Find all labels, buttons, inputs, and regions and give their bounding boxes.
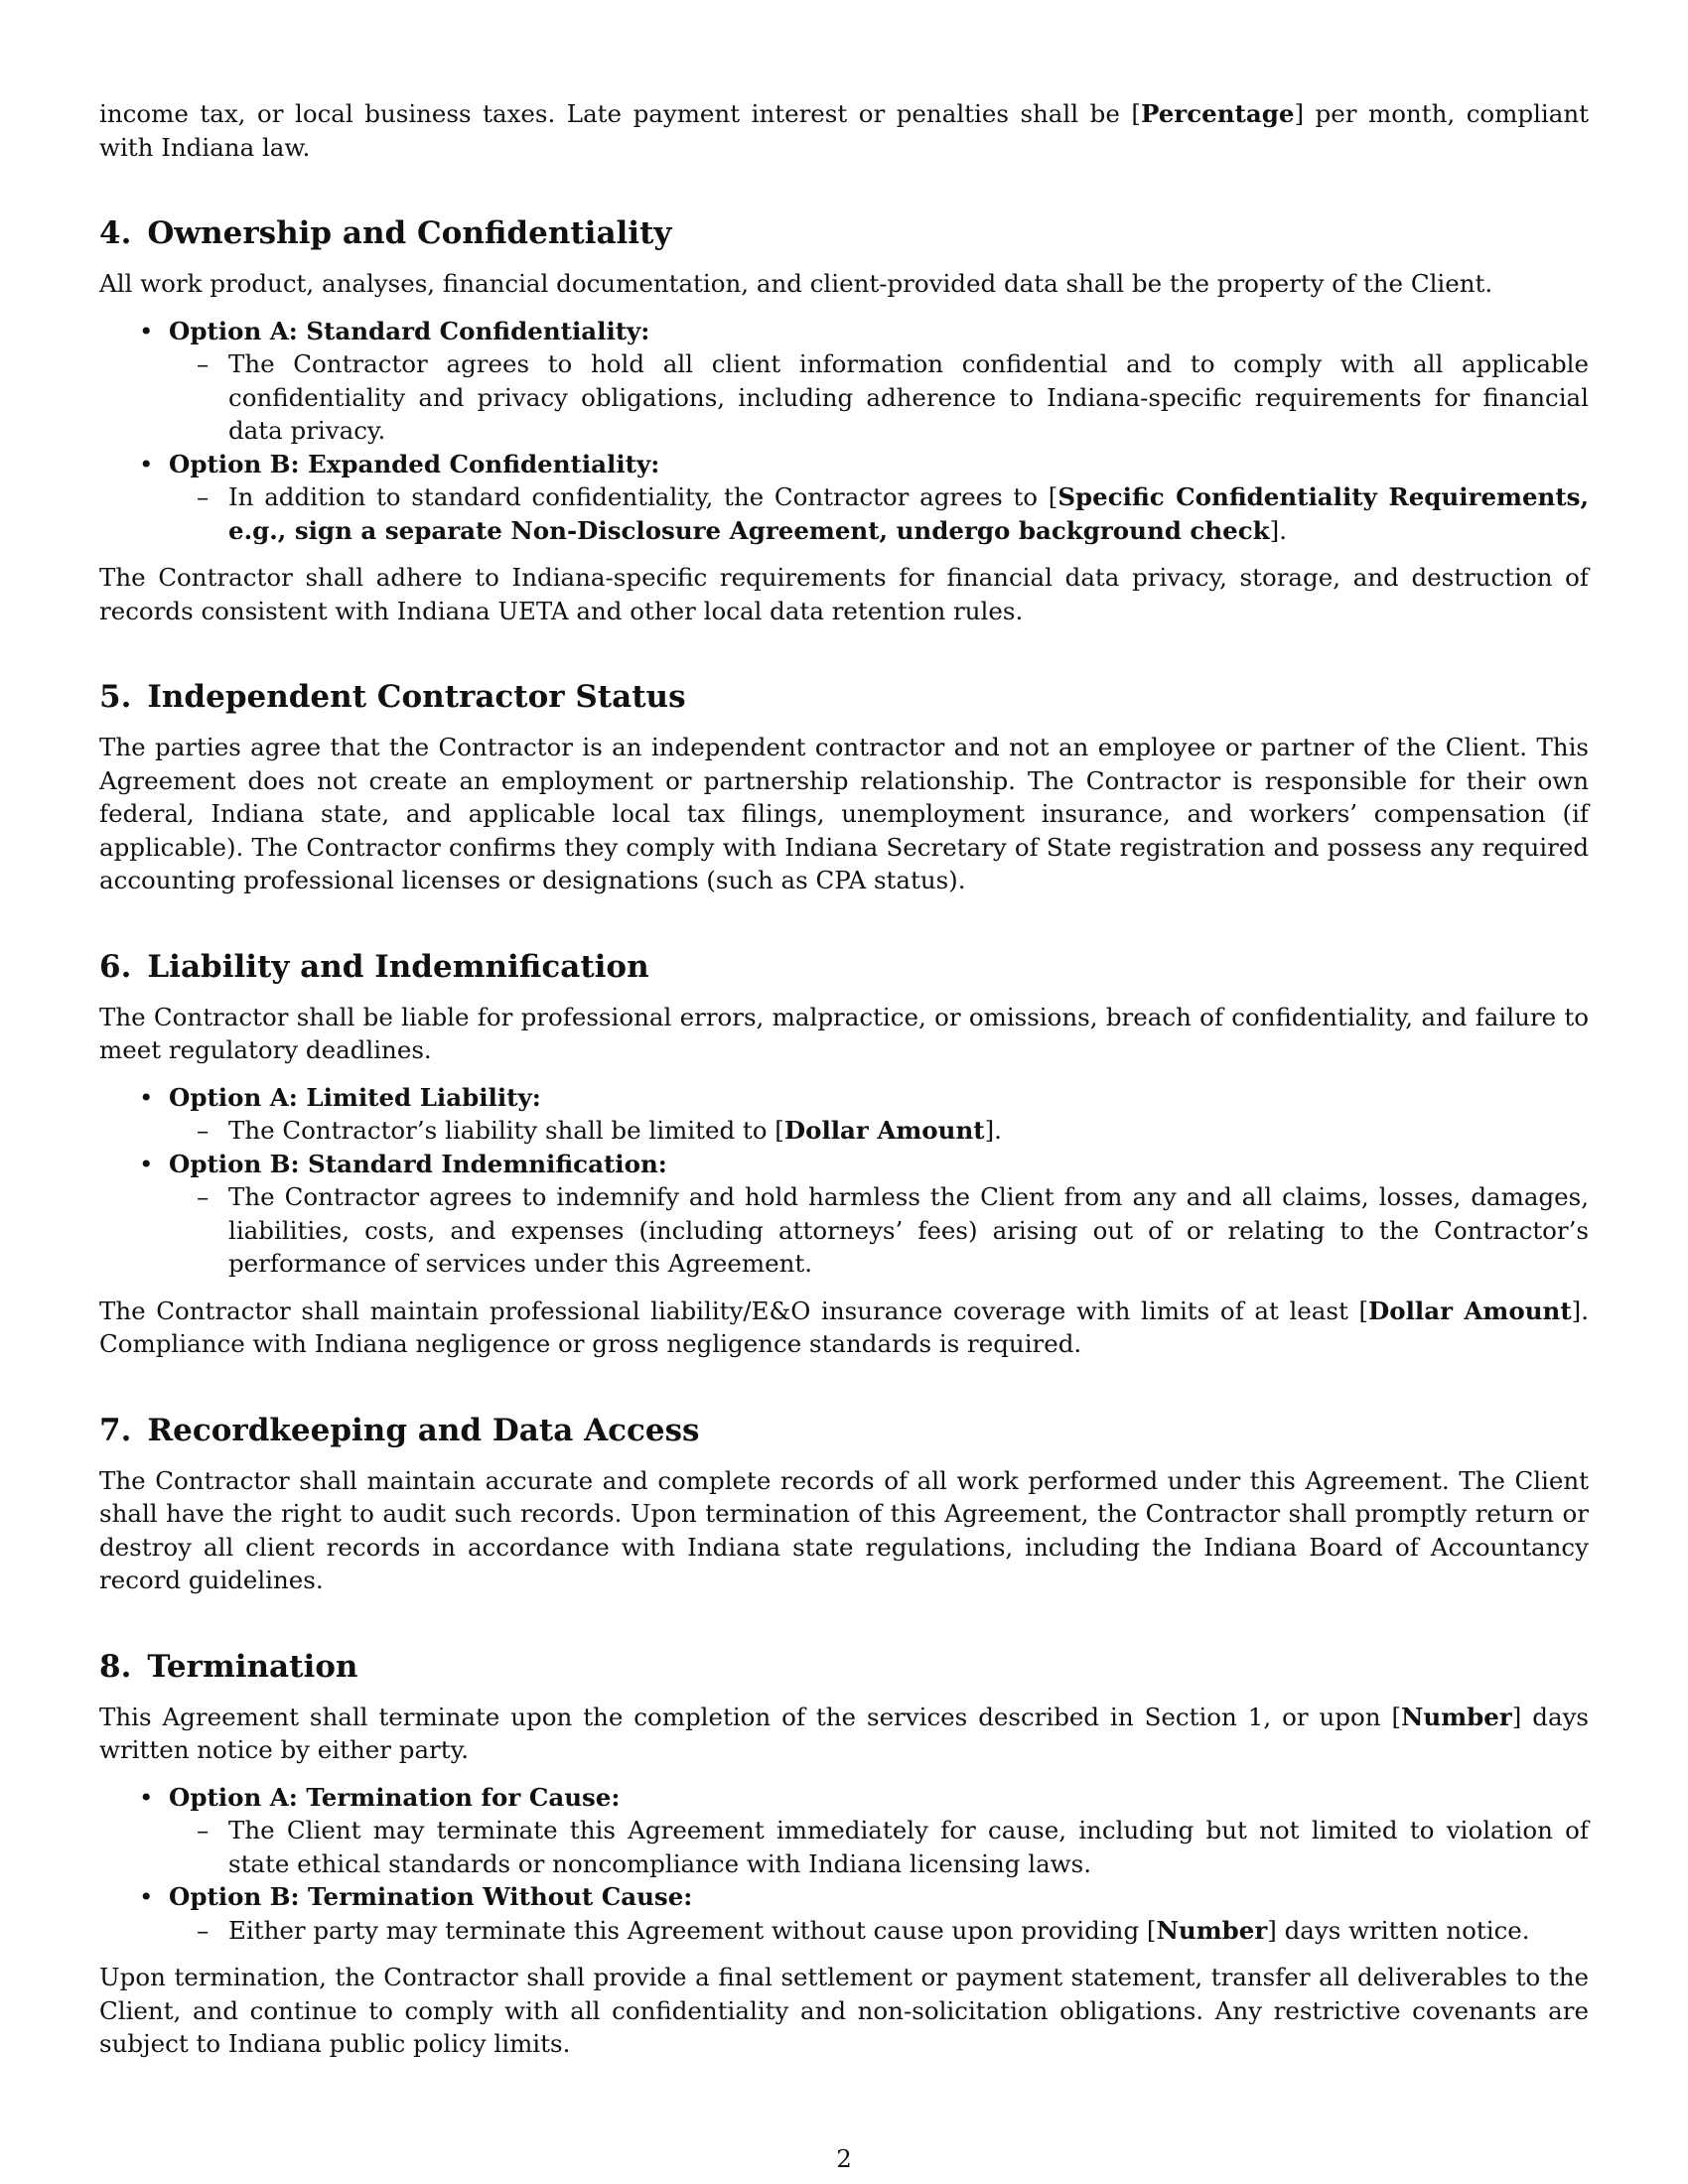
option-item (99, 1081, 1589, 1148)
section-8 (99, 1647, 1589, 2061)
placeholder-number: Number (1401, 1702, 1512, 1731)
option-detail: – In addition to standard confidentiality, the Contractor agrees to [Specific Confidentiality Requirements, e.g., sign a separate Non-Disclosure Agreement, undergo background check]. (197, 482, 1589, 545)
placeholder-percentage: Percentage (1140, 99, 1295, 128)
option-detail: – The Contractor’s liability shall be limited to [Dollar Amount]. (169, 1114, 1589, 1148)
option-item (99, 1880, 1589, 1947)
placeholder-number: Number (1156, 1915, 1268, 1945)
option-detail: – The Contractor agrees to indemnify and hold harmless the Client from any and all claims, losses, damages, liabilities, costs, and expenses (including attorneys’ fees) arising out of or relating to the Contractor’s performance of services under this Agreement. (197, 1182, 1589, 1278)
bullet-icon: • (139, 316, 154, 345)
section-paragraph: The Contractor shall adhere to Indiana-specific requirements for financial data privacy, storage, and destruction of records consistent with Indiana UETA and other local data retention rules. (99, 563, 1589, 625)
document-body (99, 97, 1589, 2061)
section-heading: 7. Recordkeeping and Data Access (99, 1412, 700, 1448)
options-list (99, 1081, 1589, 1281)
options-list (99, 315, 1589, 548)
section-heading: 6. Liability and Indemnification (99, 948, 649, 985)
dash-icon: – (197, 1182, 210, 1211)
option-title: Option A: Limited Liability: (169, 1082, 541, 1112)
bullet-icon: • (139, 1149, 154, 1178)
section-heading: 5. Independent Contractor Status (99, 679, 686, 715)
placeholder-dollar-amount: Dollar Amount (1368, 1296, 1572, 1325)
section-5 (99, 677, 1589, 897)
dash-icon: – (197, 1816, 210, 1844)
option-title: Option B: Standard Indemnification: (169, 1149, 667, 1178)
option-item (99, 315, 1589, 448)
option-detail: – Either party may terminate this Agreement without cause upon providing [Number] days written notice. (169, 1914, 1589, 1948)
section-6 (99, 947, 1589, 1361)
dash-icon: – (197, 1116, 210, 1145)
option-title: Option B: Expanded Confidentiality: (169, 449, 660, 478)
section-paragraph: The Contractor shall be liable for professional errors, malpractice, or omissions, breach of confidentiality, and failure to meet regulatory deadlines. (99, 1002, 1589, 1064)
section-paragraph: The Contractor shall maintain professional liability/E&O insurance coverage with limits of at least [Dollar Amount]. Compliance with Indiana negligence or gross negligence standards is required. (99, 1296, 1589, 1358)
bullet-icon: • (139, 1082, 154, 1112)
option-detail: – The Client may terminate this Agreement immediately for cause, including but not limited to violation of state ethical standards or noncompliance with Indiana licensing laws. (197, 1816, 1589, 1878)
section-paragraph: Upon termination, the Contractor shall provide a final settlement or payment statement, transfer all deliverables to the Client, and continue to comply with all confidentiality and non-solicitation obligations. Any restrictive covenants are subject to Indiana public policy limits. (99, 1963, 1589, 2058)
option-item (99, 448, 1589, 548)
page-number: 2 (836, 2144, 852, 2173)
intro-paragraph: income tax, or local business taxes. Late payment interest or penalties shall be [Percentage] per month, compliant with Indiana law. (99, 99, 1589, 162)
option-detail: – The Contractor agrees to hold all client information confidential and to comply with all applicable confidentiality and privacy obligations, including adherence to Indiana-specific requirements for financial data privacy. (197, 349, 1589, 445)
section-heading: 8. Termination (99, 1648, 358, 1685)
section-heading: 4. Ownership and Confidentiality (99, 215, 672, 251)
dash-icon: – (197, 1915, 210, 1945)
dash-icon: – (197, 349, 210, 378)
section-4 (99, 213, 1589, 627)
placeholder-dollar-amount: Dollar Amount (783, 1116, 985, 1145)
section-paragraph: All work product, analyses, financial documentation, and client-provided data shall be the property of the Client. (99, 269, 1493, 298)
bullet-icon: • (139, 1882, 154, 1911)
section-paragraph: The parties agree that the Contractor is an independent contractor and not an employee or partner of the Client. This Agreement does not create an employment or partnership relationship. The Contractor is responsible for their own federal, Indiana state, and applicable local tax filings, unemployment insurance, and workers’ compensation (if applicable). The Contractor confirms they comply with Indiana Secretary of State registration and possess any required accounting professional licenses or designations (such as CPA status). (99, 733, 1589, 894)
section-7 (99, 1411, 1589, 1597)
dash-icon: – (197, 482, 210, 511)
option-title: Option A: Standard Confidentiality: (169, 316, 650, 345)
option-title: Option B: Termination Without Cause: (169, 1882, 693, 1911)
section-paragraph: This Agreement shall terminate upon the completion of the services described in Section 1, or upon [Number] days written notice by either party. (99, 1702, 1589, 1764)
option-item (99, 1781, 1589, 1881)
section-paragraph: The Contractor shall maintain accurate and complete records of all work performed under this Agreement. The Client shall have the right to audit such records. Upon termination of this Agreement, the Contractor shall promptly return or destroy all client records in accordance with Indiana state regulations, including the Indiana Board of Accountancy record guidelines. (99, 1465, 1589, 1594)
placeholder-confidentiality-requirements: Specific Confidentiality Requirements, e.g., sign a separate Non-Disclosure Agreement, undergo background check (228, 482, 1589, 545)
option-item (99, 1148, 1589, 1281)
bullet-icon: • (139, 1782, 154, 1812)
options-list (99, 1781, 1589, 1948)
option-title: Option A: Termination for Cause: (169, 1782, 621, 1812)
bullet-icon: • (139, 449, 154, 478)
